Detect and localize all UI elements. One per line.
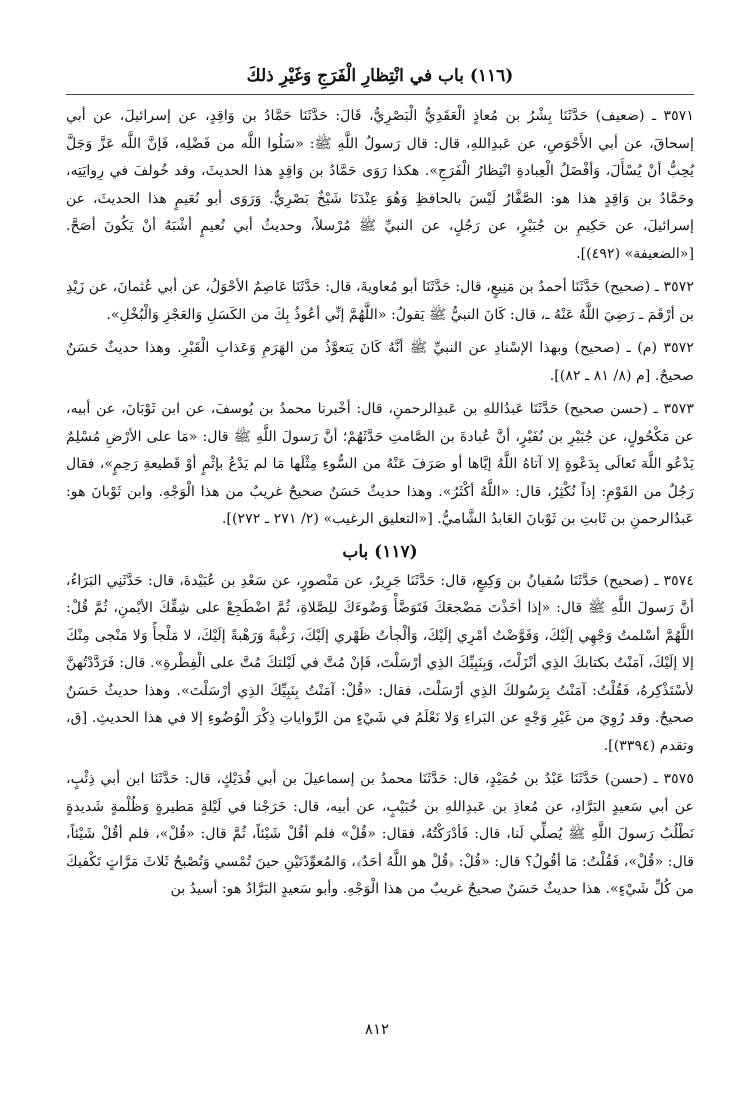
chapter-116-title: (١١٦) باب في انْتِظارِ الْفَرَجِ وَغَيْرِ ذلكَ — [246, 66, 514, 86]
hadith-3572-m: ٣٥٧٢ (م) ـ (صحيح) وبهذا الإسْنادِ عن النبيِّ ﷺ أنَّهُ كَانَ يَتعوَّذُ من الهَرَمِ وَعَذابِ الْقَبْرِ. وهذا حديثٌ حَسَنٌ صحيحٌ. [م (٨/ ٨١ ـ ٨٢)]. — [66, 340, 694, 384]
page-number: ٨١٢ — [364, 1020, 390, 1038]
hadith-3574: ٣٥٧٤ ـ (صحيح) حَدَّثَنَا سُفيانُ بن وَكِيعٍ، قال: حَدَّثَنَا جَرِيرٌ، عن مَنْصورٍ، عن سَعْدِ بن عُبَيْدةَ، قال: حَدَّثَنِي البَرَاءُ، أنَّ رَسولَ اللَّهِ ﷺ قال: «إذا أخَذْتَ مَضْجعَكَ فَتَوَضَّأْ وَضُوءَكَ للِصَّلاةِ، ثُمَّ اضْطَجِعْ على شِقِّكَ الأيْمنِ، ثُمَّ قُلْ: اللَّهُمَّ أسْلمتُ وَجْهِي إلَيْكَ، وَفَوَّضْتُ أمْرِي إلَيْكَ، وَألْجأتُ ظَهْري إلَيْكَ، رَغْبةً وَرَهْبةً إلَيْكَ، لا مَلْجأً وَلا مَنْجى مِنْكَ إلا إلَيْكَ، آمَنْتُ بكتابكَ الذِي أنْزَلْتَ، وَبِنَبِيِّكَ الذِي أرْسَلْتَ، فَإنْ مُتَّ في لَيْلتكَ مُتَّ على الْفِطْرةِ». قال: فَرَدَّدْتُهنَّ لأسْتَذْكِرهُ، فَقُلْتُ: آمَنْتُ بِرَسُولكَ الذِي أرْسَلْتَ، فقال: «قُلْ: آمَنْتُ بِنَبِيِّكَ الذِي أرْسَلْتَ». وهذا حديثٌ حَسَنٌ صحيحٌ. وقد رُوِيَ من غَيْرِ وَجْهٍ عن البَراءِ وَلا نَعْلَمُ في شَيْءٍ من الرِّواياتِ ذِكْرَ الْوُضُوءِ إلا في هذا الحديثِ. [ق، وتقدم (٣٣٩٤)]. — [66, 572, 694, 754]
document-page — [66, 64, 694, 1074]
hadith-3573: ٣٥٧٣ ـ (حسن صحيح) حَدَّثَنَا عَبدُاللهِ بن عَبدِالرحمنِ، قال: أخْبرنا محمدُ بن يُوسفَ، عن ابن ثَوْبَانَ، عن أبيه، عن مَكْحُولٍ، عن جُبَيْرِ بن نُفَيْرٍ، أنَّ عُبادةَ بن الصَّامتِ حَدَّثَهُمْ؛ أنَّ رَسولَ اللَّهِ ﷺ قال: «مَا على الأرْضِ مُسْلِمٌ يَدْعُو اللَّهَ تَعالَى بِدَعْوةٍ إلا آتاهُ اللَّهُ إيَّاها أو صَرَفَ عَنْهُ من السُّوءِ مِثْلَها مَا لم يَدْعُ بإثْمٍ أوْ قَطيعةِ رَحِمٍ»، فقال رَجُلٌ من القَوْمِ: إذاً نُكْثِرُ، قال: «اللَّهُ أكْثَرُ». وهذا حديثٌ حَسَنٌ صحيحٌ غريبٌ من هذا الْوَجْهِ. وابن ثَوْبانَ هو: عَبدُالرحمنِ بن ثَابتِ بن ثَوْبانَ العَابدُ الشَّاميُّ. [«التعليق الرغيب» (٢/ ٢٧١ ـ ٢٧٢)]. — [66, 401, 694, 527]
hadith-3572: ٣٥٧٢ ـ (صحيح) حَدَّثَنَا أحمدُ بن مَنِيعٍ، قال: حَدَّثَنَا أبو مُعاويةَ، قال: حَدَّثَنَا عَاصِمٌ الأحْوَلُ، عن أبي عُثمانَ، عن زَيْدِ بن أرْقَمَ ـ رَضِيَ اللَّهُ عَنْهُ ـ، قال: كَانَ النبيُّ ﷺ يَقولُ: «اللَّهُمَّ إنِّي أعُوذُ بِكَ من الكَسَلِ وَالعَجْزِ وَالْبُخْلِ». — [66, 279, 694, 323]
title-rule — [66, 94, 694, 95]
chapter-117-title: (١١٧) باب — [342, 541, 418, 562]
hadith-3575: ٣٥٧٥ ـ (حسن) حَدَّثَنَا عَبْدُ بن حُمَيْدٍ، قال: حَدَّثَنَا محمدُ بن إسماعيلَ بن أبي فُدَيْكٍ، قال: حَدَّثَنَا ابن أبي ذِئْبٍ، عن أبي سَعيدٍ البَرَّادِ، عن مُعاذِ بن عَبدِاللهِ بن خُبَيْبٍ، عن أبيه، قال: خَرَجْنا في لَيْلةٍ مَطيرةٍ وَظُلْمةٍ شَديدةٍ نَطْلُبُ رَسولَ اللَّهِ ﷺ يُصلِّي لَنا، قال: فَأدْرَكْتُهُ، فقال: «قُلْ» فلم أقُلْ شَيْئاً، ثُمَّ قال: «قُلْ»، فلم أقُلْ شَيْئاً، قال: «قُلْ»، فَقُلْتُ: مَا أقُولُ؟ قال: «قُلْ: ﴿قُلْ هو اللَّهُ أحَدٌ﴾، وَالمُعوِّذَتَيْنِ حينَ تُمْسي وَتُصْبحُ ثَلاثَ مَرَّاتٍ تَكْفيكَ من كُلِّ شَيْءٍ». هذا حديثٌ حَسَنٌ صحيحٌ غريبٌ من هذا الْوَجْهِ. وأبو سَعيدٍ البَرَّادُ هو: أسيدُ بن — [66, 771, 694, 897]
hadith-3571: ٣٥٧١ ـ (ضعيف) حَدَّثَنَا بِشْرُ بن مُعاذٍ الْعَقَدِيُّ الْبَصْرِيُّ، قَالَ: حَدَّثَنَا حَمَّادُ بن وَاقِدٍ، عن إسرائيلَ، عن أبي إسحاقَ، عن أبي الأَحْوَصِ، عن عَبدِاللهِ، قال: قال رَسولُ اللَّهِ ﷺ: «سَلُوا اللَّه من فَضْلِه، فَإنَّ اللَّه عَزَّ وَجَلَّ يُحِبُّ أنْ يُسْأَلَ، وَأفْضَلُ الْعِبادةِ انْتِظارُ الْفَرَجِ». هكذا رَوَى حَمَّادُ بن وَاقِدٍ هذا الحديثَ، وقد خُولفَ في رِوايَتِه، وحَمَّادُ بن وَاقِدٍ هذا هو: الصَّفَّارُ لَيْسَ بالحافظِ وَهُوَ عِنْدَنَا شَيْخٌ بَصْرِيٌّ. وَرَوَى أبو نُعَيمٍ هذا الحديثَ، عن إسرائيلَ، عن حَكِيمِ بن جُبَيْرٍ، عن رَجُلٍ، عن النبيِّ ﷺ مُرْسلاً، وحديثُ أبي نُعيمٍ أشْبَهُ أنْ يَكُونَ أصَحَّ. [«الضعيفة» (٤٩٢)]. — [66, 108, 694, 262]
